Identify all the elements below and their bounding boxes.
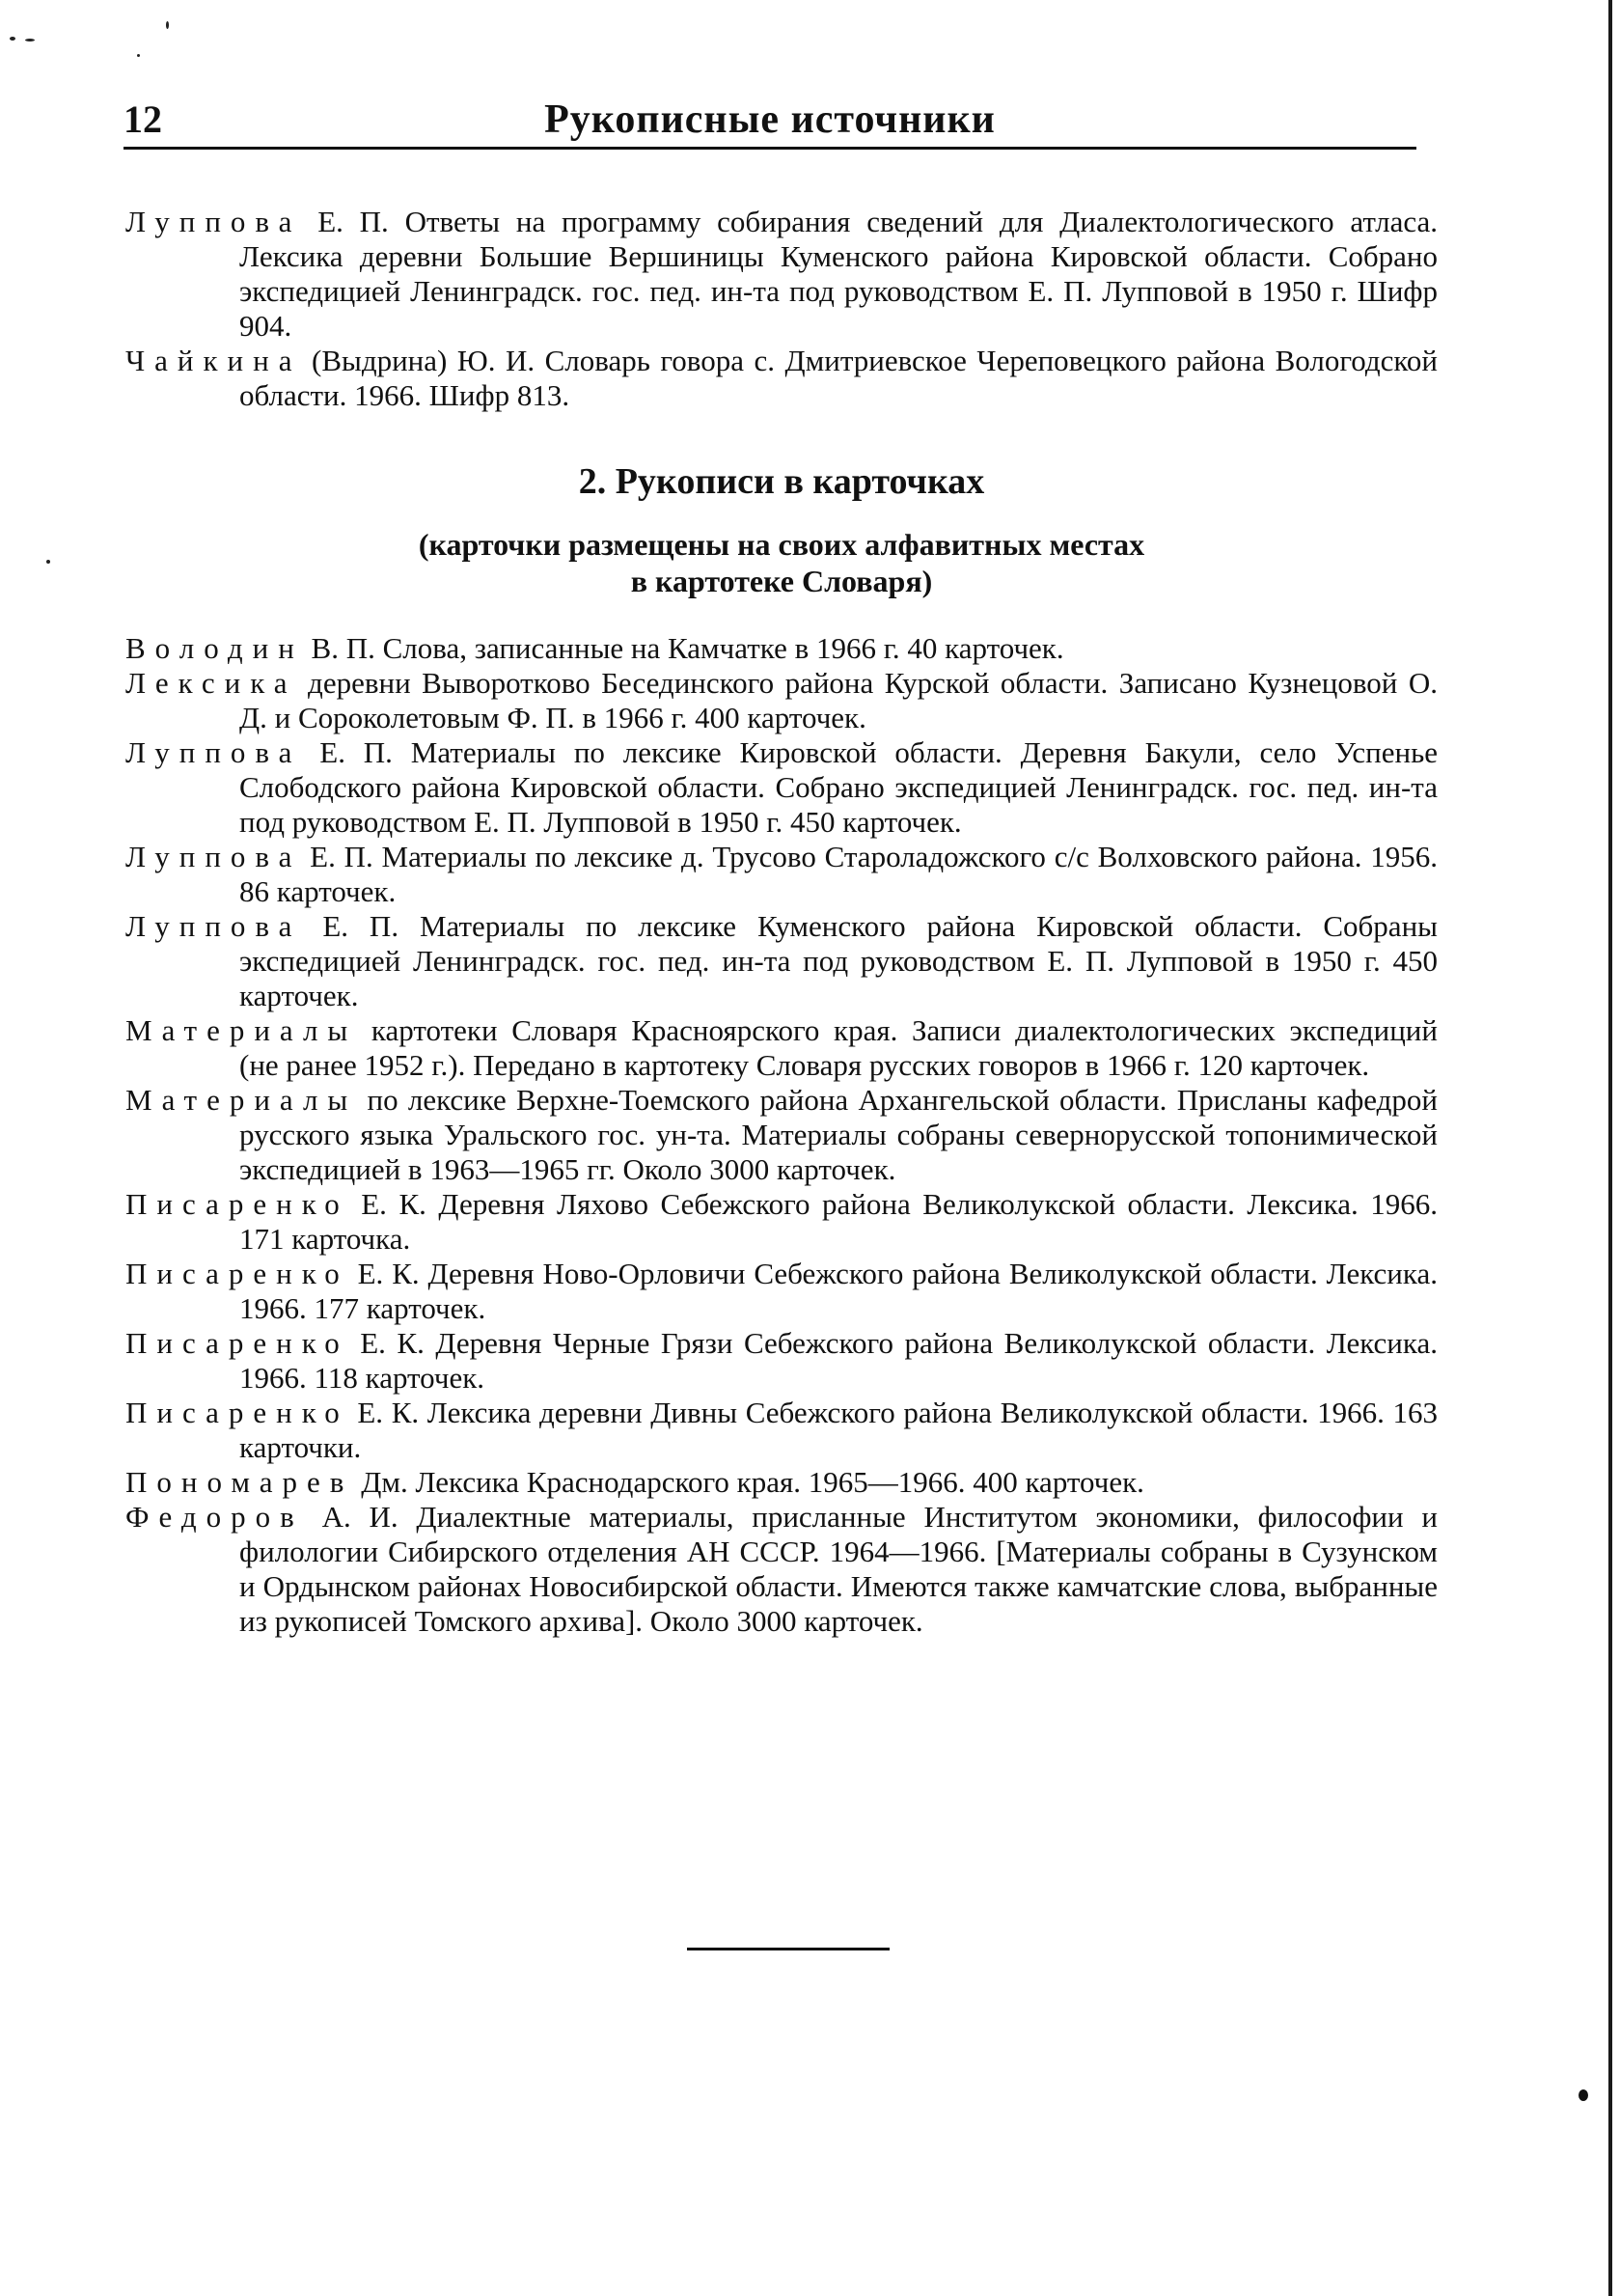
entry-text: (Выдрина) Ю. И. Словарь говора с. Дмитриевское Череповецкого района Вологодской области. 1966. Шифр 813. xyxy=(239,344,1438,412)
entry-text: Е. К. Деревня Ляхово Себежского района Великолукской области. Лексика. 1966. 171 карточка. xyxy=(239,1187,1438,1256)
bibliography-entry xyxy=(125,909,1438,1013)
bibliography-entry xyxy=(125,1326,1438,1396)
end-rule xyxy=(687,1948,890,1950)
entry-author: Луппова xyxy=(125,840,302,873)
entry-author: Луппова xyxy=(125,205,302,238)
page-number: 12 xyxy=(124,97,162,141)
bibliography-entry xyxy=(125,1500,1438,1639)
bibliography-entry xyxy=(125,1257,1438,1326)
entry-author: Писаренко xyxy=(125,1187,349,1221)
scan-speck xyxy=(25,39,35,41)
scan-edge-line xyxy=(1608,0,1612,2296)
card-entries xyxy=(125,631,1438,1639)
bibliography-entry xyxy=(125,666,1438,735)
entry-text: Е. К. Лексика деревни Дивны Себежского района Великолукской области. 1966. 163 карточки. xyxy=(239,1396,1438,1464)
entry-author: Чайкина xyxy=(125,344,302,377)
scan-speck xyxy=(166,21,169,29)
entry-text: Е. П. Ответы на программу собирания сведений для Диалектологического атласа. Лексика деревни Большие Вершиницы Куменского района Кировской области. Собрано экспедицией Ленинградск. гос. пед. ин-та под руководством Е. П. Лупповой в 1950 г. Шифр 904. xyxy=(239,205,1438,343)
scan-speck xyxy=(137,54,140,57)
scan-speck xyxy=(46,560,50,564)
entry-author: Володин xyxy=(125,631,304,665)
bibliography-entry xyxy=(125,631,1438,666)
entry-text: Е. К. Деревня Черные Грязи Себежского района Великолукской области. Лексика. 1966. 118 карточек. xyxy=(239,1326,1438,1395)
entry-author: Материалы xyxy=(125,1013,358,1047)
entry-text: деревни Выворотково Бесединского района Курской области. Записано Кузнецовой О. Д. и Сороколетовым Ф. П. в 1966 г. 400 карточек. xyxy=(239,666,1438,734)
entry-author: Писаренко xyxy=(125,1257,349,1290)
bibliography-entry xyxy=(125,735,1438,840)
bibliography-entry xyxy=(125,205,1438,344)
section-note xyxy=(125,526,1438,599)
entry-text: по лексике Верхне-Тоемского района Архангельской области. Присланы кафедрой русского языка Уральского гос. ун-та. Материалы собраны севернорусской топонимической экспедицией в 1963—1965 гг. Около 3000 карточек. xyxy=(239,1083,1438,1186)
bibliography-entry xyxy=(125,840,1438,909)
scan-speck xyxy=(10,37,15,41)
bibliography-entry xyxy=(125,1083,1438,1187)
section-note-line: в картотеке Словаря) xyxy=(630,564,933,598)
entry-text: Дм. Лексика Краснодарского края. 1965—1966. 400 карточек. xyxy=(353,1465,1144,1499)
entry-text: А. И. Диалектные материалы, присланные Институтом экономики, философии и филологии Сибирского отделения АН СССР. 1964—1966. [Материалы собраны в Сузунском и Ордынском районах Новосибирской области. Имеются также камчатские слова, выбранные из рукописей Томского архива]. Около 3000 карточек. xyxy=(239,1500,1438,1638)
entry-author: Лексика xyxy=(125,666,297,700)
section-title: 2. Рукописи в карточках xyxy=(578,461,985,502)
entry-author: Писаренко xyxy=(125,1396,349,1429)
entry-author: Материалы xyxy=(125,1083,358,1117)
entry-author: Луппова xyxy=(125,909,302,943)
running-title: Рукописные источники xyxy=(544,97,996,142)
entry-text: картотеки Словаря Красноярского края. Записи диалектологических экспедиций (не ранее 1952 г.). Передано в картотеку Словаря русских говоров в 1966 г. 120 карточек. xyxy=(239,1013,1438,1082)
entry-author: Федоров xyxy=(125,1500,304,1534)
top-entries xyxy=(125,205,1438,413)
bibliography-entry xyxy=(125,1187,1438,1257)
entry-author: Луппова xyxy=(125,735,302,769)
entry-text: Е. П. Материалы по лексике Куменского района Кировской области. Собраны экспедицией Ленинградск. гос. пед. ин-та под руководством Е. П. Лупповой в 1950 г. 450 карточек. xyxy=(239,909,1438,1012)
entry-author: Писаренко xyxy=(125,1326,349,1360)
scan-edge-dot xyxy=(1579,2089,1588,2101)
entry-text: В. П. Слова, записанные на Камчатке в 1966 г. 40 карточек. xyxy=(303,631,1064,665)
bibliography-entry xyxy=(125,1396,1438,1465)
entry-text: Е. К. Деревня Ново-Орловичи Себежского района Великолукской области. Лексика. 1966. 177 карточек. xyxy=(239,1257,1438,1325)
section-note-line: (карточки размещены на своих алфавитных местах xyxy=(418,527,1145,562)
bibliography-entry xyxy=(125,344,1438,413)
entry-text: Е. П. Материалы по лексике д. Трусово Староладожского с/с Волховского района. 1956. 86 карточек. xyxy=(239,840,1438,908)
bibliography-entry xyxy=(125,1013,1438,1083)
entry-author: Пономарев xyxy=(125,1465,354,1499)
bibliography-entry xyxy=(125,1465,1438,1500)
page-header xyxy=(124,93,1416,150)
entry-text: Е. П. Материалы по лексике Кировской области. Деревня Бакули, село Успенье Слободского района Кировской области. Собрано экспедицией Ленинградск. гос. пед. ин-та под руководством Е. П. Лупповой в 1950 г. 450 карточек. xyxy=(239,735,1438,839)
